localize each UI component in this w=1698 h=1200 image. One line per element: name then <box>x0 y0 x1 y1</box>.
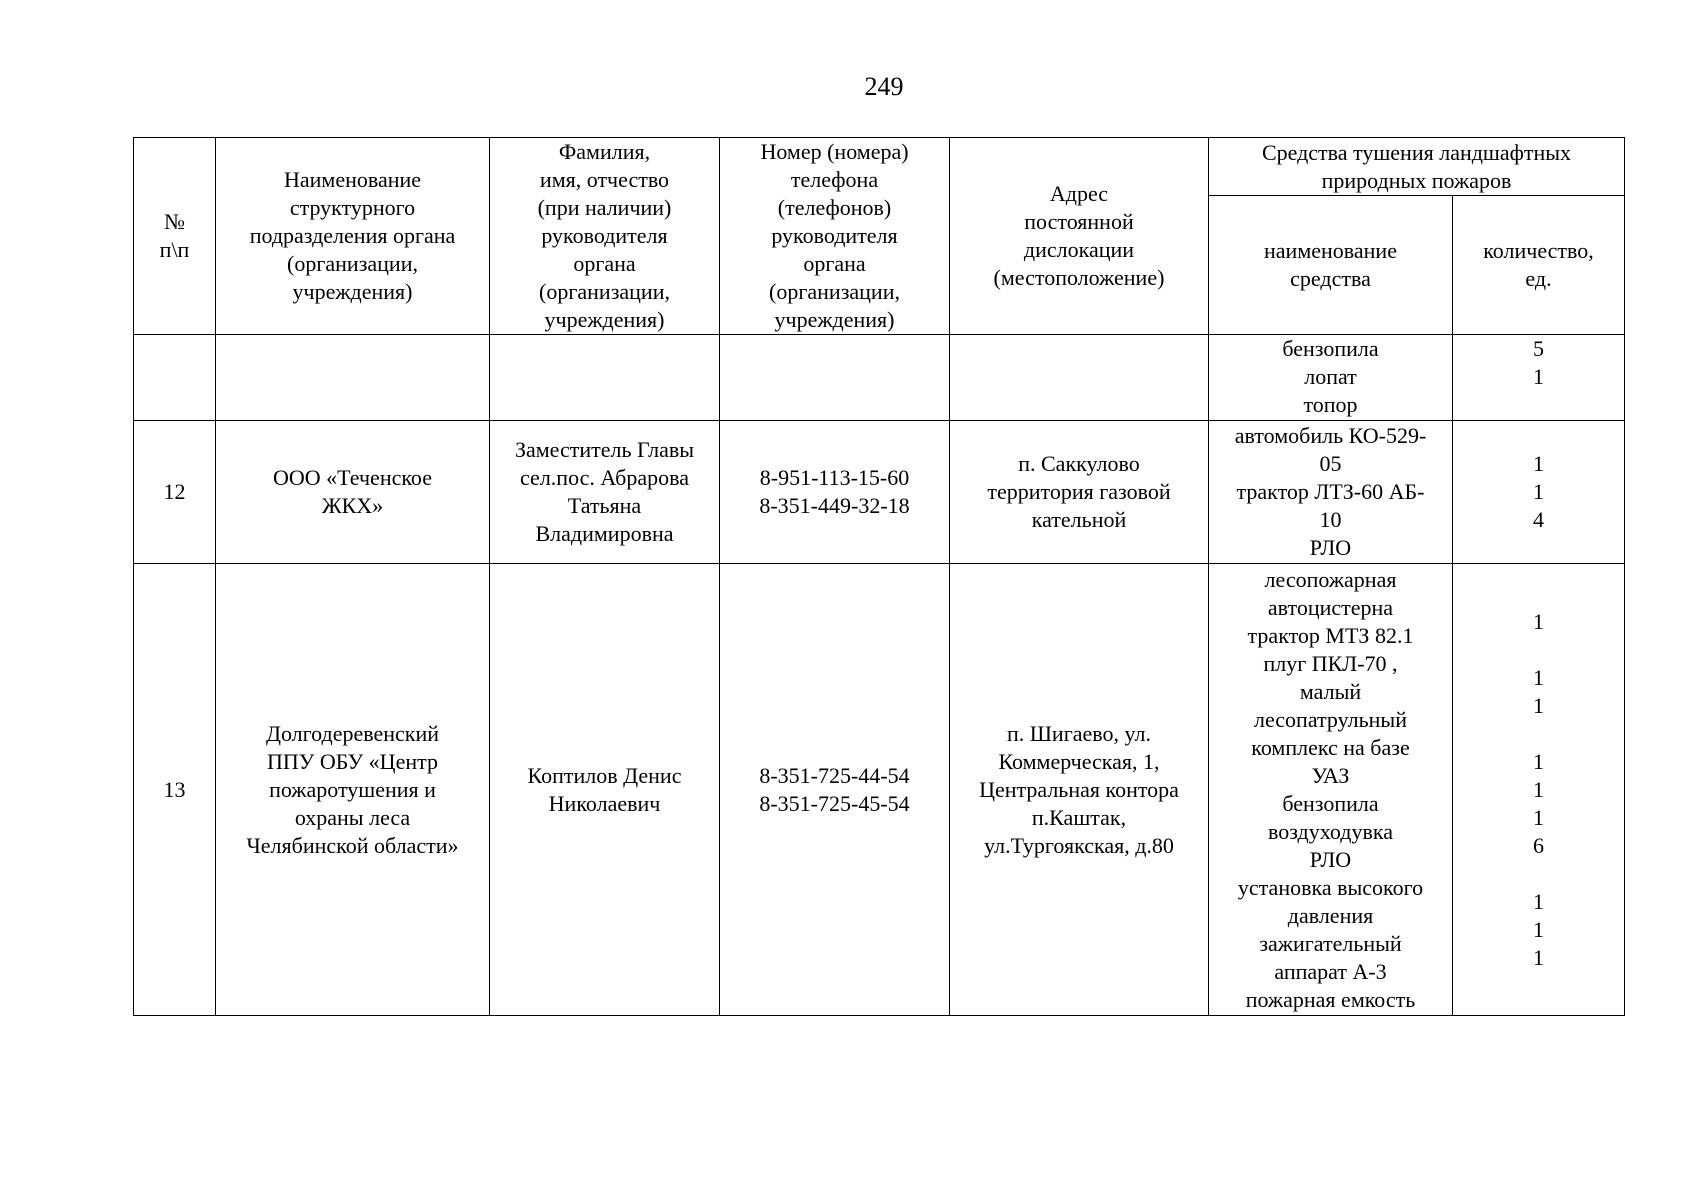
cell-address: п. Саккулово территория газовой кательной <box>950 421 1209 564</box>
header-address: Адрес постоянной дислокации (местоположение) <box>950 138 1209 335</box>
cell-phone: 8-951-113-15-60 8-351-449-32-18 <box>720 421 950 564</box>
header-means-qty: количество, ед. <box>1453 196 1625 335</box>
header-phone: Номер (номера) телефона (телефонов) руководителя органа (организации, учреждения) <box>720 138 950 335</box>
cell-address <box>950 335 1209 421</box>
header-head: Фамилия, имя, отчество (при наличии) руководителя органа (организации, учреждения) <box>490 138 720 335</box>
cell-means: автомобиль КО-529- 05 трактор ЛТЗ-60 АБ- 10 РЛО <box>1209 421 1453 564</box>
cell-head <box>490 335 720 421</box>
cell-phone: 8-351-725-44-54 8-351-725-45-54 <box>720 564 950 1016</box>
cell-num: 12 <box>134 421 216 564</box>
table-row <box>134 564 1625 1016</box>
header-means-group: Средства тушения ландшафтных природных пожаров <box>1209 138 1625 196</box>
cell-qty: 1 1 1 1 1 1 6 1 1 1 <box>1453 564 1625 1016</box>
cell-name <box>216 335 490 421</box>
cell-phone <box>720 335 950 421</box>
cell-qty: 5 1 <box>1453 335 1625 421</box>
header-means-name: наименование средства <box>1209 196 1453 335</box>
fire-means-table <box>133 137 1625 1016</box>
header-num: № п\п <box>134 138 216 335</box>
cell-address: п. Шигаево, ул. Коммерческая, 1, Центральная контора п.Каштак, ул.Тургоякская, д.80 <box>950 564 1209 1016</box>
cell-qty: 1 1 4 <box>1453 421 1625 564</box>
header-name: Наименование структурного подразделения органа (организации, учреждения) <box>216 138 490 335</box>
table-row <box>134 335 1625 421</box>
cell-num: 13 <box>134 564 216 1016</box>
cell-head: Коптилов Денис Николаевич <box>490 564 720 1016</box>
page-number: 249 <box>864 72 904 101</box>
table-row <box>134 421 1625 564</box>
cell-head: Заместитель Главы сел.пос. Абрарова Татьяна Владимировна <box>490 421 720 564</box>
cell-means: бензопила лопат топор <box>1209 335 1453 421</box>
cell-means: лесопожарная автоцистерна трактор МТЗ 82.1 плуг ПКЛ-70 , малый лесопатрульный комплекс на базе УАЗ бензопила воздуходувка РЛО установка высокого давления зажигательный аппарат А-3 пожарная емкость <box>1209 564 1453 1016</box>
cell-num <box>134 335 216 421</box>
cell-name: ООО «Теченское ЖКХ» <box>216 421 490 564</box>
cell-name: Долгодеревенский ППУ ОБУ «Центр пожаротушения и охраны леса Челябинской области» <box>216 564 490 1016</box>
